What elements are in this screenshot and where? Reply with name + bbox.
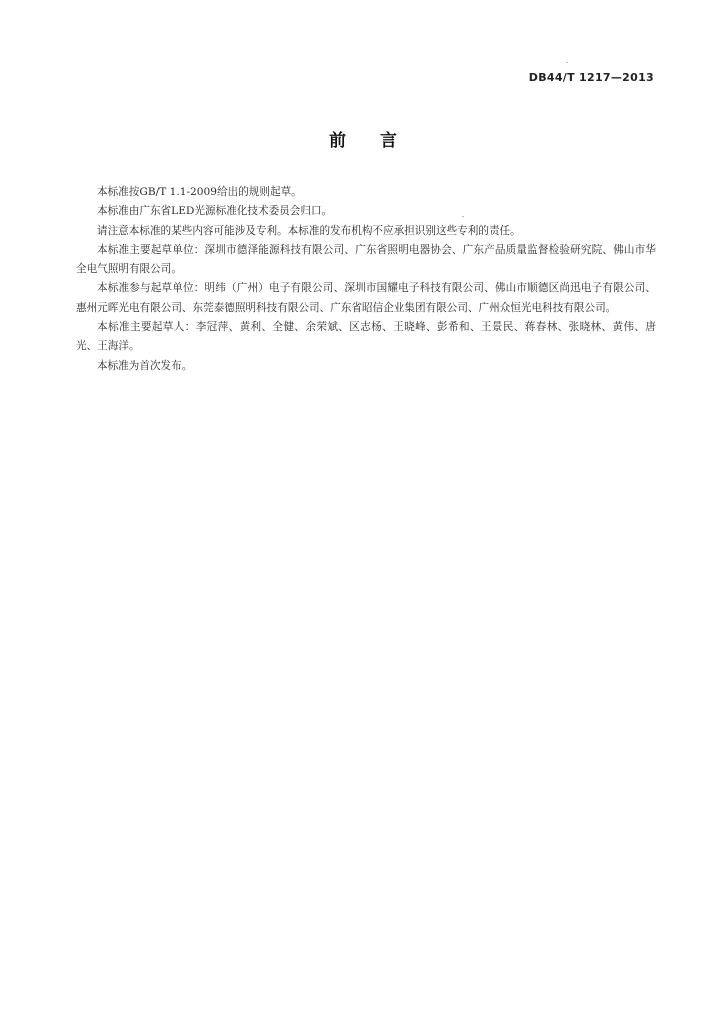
title-part-1: 前 xyxy=(329,131,346,151)
paragraph-main-drafting-units: 本标准主要起草单位：深圳市德泽能源科技有限公司、广东省照明电器协会、广东产品质量监督检验研究院、佛山市华全电气照明有限公司。 xyxy=(76,243,656,276)
paragraph-patent-notice: 请注意本标准的某些内容可能涉及专利。本标准的发布机构不应承担识别这些专利的责任。 xyxy=(97,224,521,237)
standard-code: DB44/T 1217—2013 xyxy=(528,71,654,84)
foreword-body xyxy=(76,183,656,376)
paragraph-first-release: 本标准为首次发布。 xyxy=(97,359,193,372)
paragraph-drafting-rules: 本标准按GB/T 1.1-2009给出的规则起草。 xyxy=(97,186,302,198)
title-part-2: 言 xyxy=(380,131,397,151)
page-title xyxy=(0,126,726,151)
paragraph-participating-units: 本标准参与起草单位：明纬（广州）电子有限公司、深圳市国耀电子科技有限公司、佛山市顺德区尚迅电子有限公司、惠州元晖光电有限公司、东莞泰德照明科技有限公司、广东省昭信企业集团有限公司、广州众恒光电科技有限公司。 xyxy=(76,282,656,314)
paragraph-responsible-committee: 本标准由广东省LED光源标准化技术委员会归口。 xyxy=(97,205,333,218)
scan-speck xyxy=(462,216,464,217)
paragraph-main-drafters: 本标准主要起草人：李冠萍、黄利、全健、余荣斌、区志杨、王晓峰、彭希和、王景民、蒋春林、张晓林、黄伟、唐光、王海洋。 xyxy=(76,321,656,353)
scan-speck xyxy=(566,62,568,63)
